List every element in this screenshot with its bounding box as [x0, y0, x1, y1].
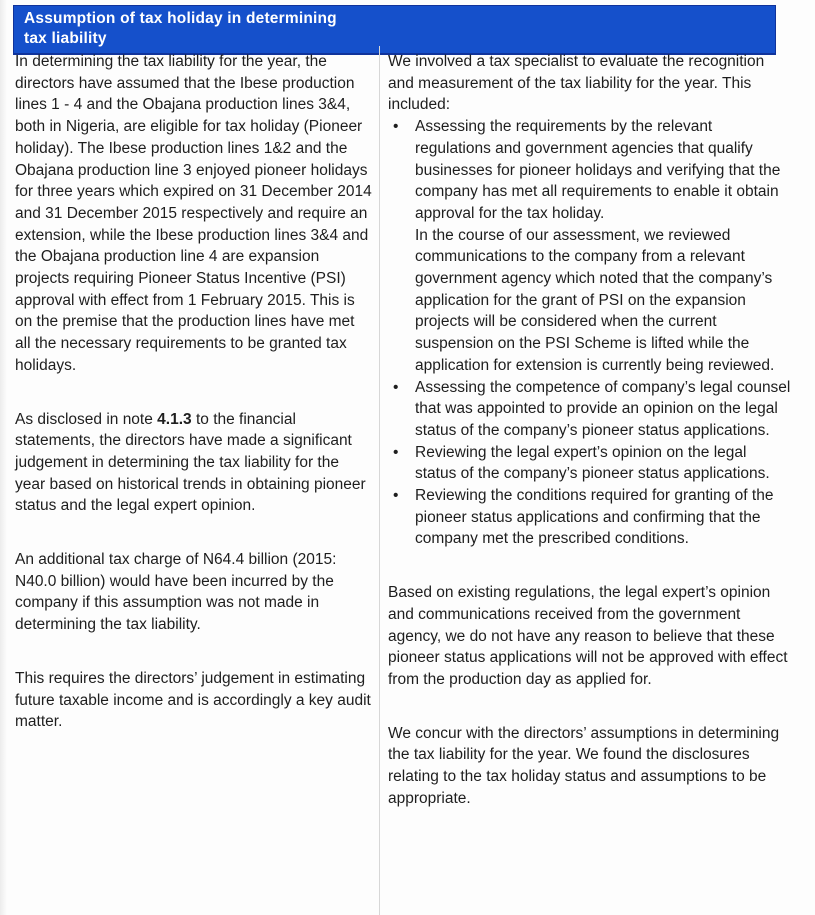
right-conclusion-paragraph-1: Based on existing regulations, the legal expert’s opinion and communications received from the government agency, we do not have any reason to believe that these pioneer status applications will not be approved with effect from the production day as applied for.: [388, 584, 788, 688]
scan-edge-shading: [0, 0, 7, 915]
right-intro-paragraph: We involved a tax specialist to evaluate the recognition and measurement of the tax liability for the year. This included:: [388, 53, 765, 114]
bullet-2-text: Assessing the competence of company’s legal counsel that was appointed to provide an opinion on the legal status of the company’s pioneer status applications.: [415, 378, 791, 439]
bullet-icon: •: [393, 443, 399, 461]
left-paragraph-2: [15, 409, 373, 518]
bullet-item: [388, 442, 792, 485]
bullet-icon: •: [393, 118, 399, 136]
section-title-line-2: tax liability: [24, 30, 107, 47]
left-paragraph-2-before: As disclosed in note: [15, 410, 158, 428]
left-paragraph-4: This requires the directors’ judgement in estimating future taxable income and is accordingly a key audit matter.: [15, 669, 371, 731]
section-header-bar: [13, 5, 776, 55]
bullet-body: [415, 116, 792, 376]
bullet-item: [388, 377, 792, 442]
procedures-bullet-list: [388, 116, 792, 550]
left-paragraph-1: In determining the tax liability for the year, the directors have assumed that the Ibese production lines 1 - 4 and the Obajana production lines 3&4, both in Nigeria, are eligible for tax holiday (Pioneer holiday). The Ibese production lines 1&2 and the Obajana production line 3 enjoyed pioneer holidays for three years which expired on 31 December 2014 and 31 December 2015 respectively and require an extension, while the Ibese production lines 3&4 and the Obajana production line 4 are expansion projects requiring Pioneer Status Incentive (PSI) approval with effect from 1 February 2015. This is on the premise that the production lines have met all the necessary requirements to be granted tax holidays.: [15, 53, 372, 374]
bullet-icon: •: [393, 487, 399, 505]
bullet-3-text: Reviewing the legal expert’s opinion on the legal status of the company’s pioneer status applications.: [415, 443, 770, 483]
bullet-4-text: Reviewing the conditions required for granting of the pioneer status applications and confirming that the company met the prescribed conditions.: [415, 487, 774, 548]
bullet-item: [388, 116, 792, 376]
left-paragraph-2-after: to the financial statements, the directors have made a significant judgement in determining the tax liability for the year based on historical trends in obtaining pioneer status and the legal expert opinion.: [15, 410, 366, 515]
bullet-item: [388, 485, 792, 550]
right-conclusion-paragraph-2: We concur with the directors’ assumptions in determining the tax liability for the year. We found the disclosures relating to the tax holiday status and assumptions to be appropriate.: [388, 724, 780, 807]
bullet-1-continuation: In the course of our assessment, we reviewed communications to the company from a relevant government agency which noted that the company’s application for the grant of PSI on the expansion projects will be considered when the current suspension on the PSI Scheme is lifted while the application for extension is currently being reviewed.: [415, 226, 775, 374]
auditor-response-column: [388, 51, 792, 810]
note-reference: 4.1.3: [157, 410, 192, 428]
bullet-1-text: Assessing the requirements by the relevant regulations and government agencies that qualify businesses for pioneer holidays and verifying that the company has met all requirements to enable it obtain approval for the tax holiday.: [415, 118, 781, 222]
section-title-line-1: Assumption of tax holiday in determining: [24, 10, 337, 27]
left-paragraph-3: An additional tax charge of N64.4 billion (2015: N40.0 billion) would have been incurred by the company if this assumption was not made in determining the tax liability.: [15, 551, 337, 634]
column-divider: [379, 46, 380, 915]
key-audit-matter-column: [15, 51, 373, 733]
bullet-icon: •: [393, 378, 399, 396]
